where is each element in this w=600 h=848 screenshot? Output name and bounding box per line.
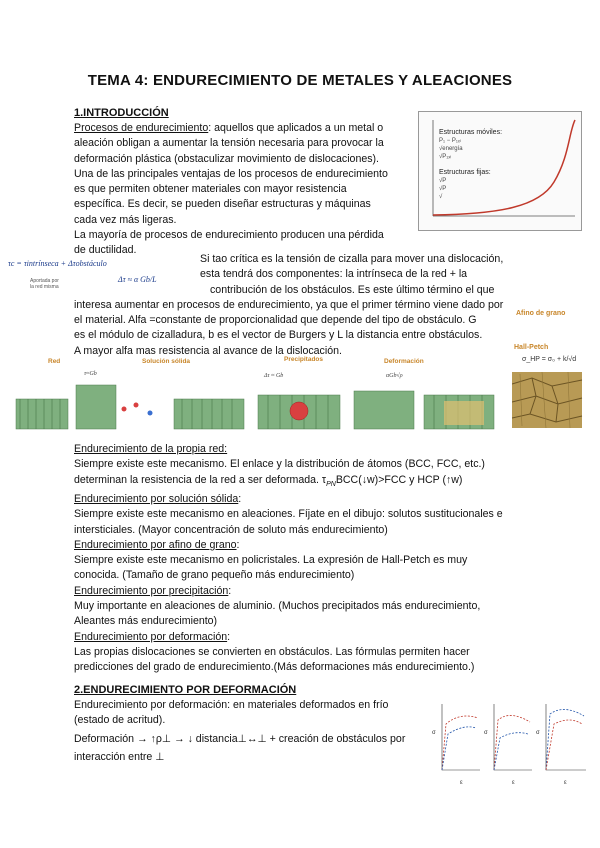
- strip-label-red: Red: [48, 358, 61, 365]
- svg-text:ε: ε: [460, 780, 463, 786]
- text-line: La mayoría de procesos de endurecimiento producen una pérdida: [74, 229, 384, 242]
- svg-text:√energía: √energía: [439, 146, 463, 152]
- text-line: Muy importante en aleaciones de aluminio. (Muchos precipitados más endurecimiento,: [74, 600, 481, 613]
- mech-solucion-heading: Endurecimiento por solución sólida: [74, 493, 239, 505]
- text-line: predicciones del grado de endurecimiento.(Más deformaciones más endurecimiento.): [74, 661, 475, 674]
- text-line: (estado de acritud).: [74, 714, 166, 727]
- text-line: : aquellos que aplicados a un metal o: [208, 122, 384, 134]
- svg-text:τ≈Gb: τ≈Gb: [84, 371, 97, 377]
- hall-petch-label: Hall-Petch: [514, 344, 549, 351]
- text-line: determinan la resistencia de la red a ser deformada. τ: [74, 473, 327, 486]
- section-heading-intro: 1.INTRODUCCIÓN: [74, 107, 169, 119]
- stress-strain-graphs: [430, 694, 590, 794]
- structures-figure: [418, 111, 582, 231]
- strip-label-solucion: Solución sólida: [142, 358, 191, 365]
- text-line: esta tendrá dos componentes: la intrínseca de la red + la: [200, 268, 468, 281]
- svg-text:√P: √P: [439, 186, 447, 192]
- page-title: TEMA 4: ENDURECIMIENTO DE METALES Y ALEACIONES: [87, 72, 513, 89]
- svg-text:σ: σ: [536, 730, 540, 736]
- svg-text:la red misma: la red misma: [30, 284, 59, 290]
- strip-label-precipitados: Precipitados: [284, 356, 324, 363]
- text-line: es el módulo de cizalladura, b es el vector de Burgers y L la distancia entre obstáculos.: [74, 329, 483, 342]
- deformation-paragraph: [74, 698, 424, 765]
- mechanisms-strip-svg: [14, 355, 508, 435]
- text-line: Aleantes más endurecimiento): [74, 615, 218, 628]
- svg-text:√P: √P: [439, 178, 447, 184]
- text-line: de ductilidad.: [74, 244, 137, 257]
- text-line: cada vez más ligeras.: [74, 213, 177, 226]
- svg-text:ε: ε: [512, 780, 515, 786]
- mech-deformacion-heading: Endurecimiento por deformación: [74, 630, 228, 643]
- text-line: específica. Es decir, se pueden diseñar estructuras y máquinas: [74, 198, 371, 211]
- svg-text:P₁ − P₁ₓₗ: P₁ − P₁ₓₗ: [439, 138, 461, 144]
- mechanisms-figure-strip: [14, 355, 508, 435]
- grain-microstructure: [512, 372, 592, 432]
- intro-paragraph: [74, 121, 404, 259]
- svg-text:√P₁ₓₗ: √P₁ₓₗ: [439, 154, 452, 160]
- text-line: Siempre existe este mecanismo en policristales. La expresión de Hall-Petch es muy: [74, 554, 468, 567]
- text-line: es que permiten obtener materiales con mayor resistencia: [74, 183, 347, 196]
- colon: :: [227, 630, 231, 643]
- colon: :: [228, 584, 232, 597]
- text-line: Deformación → ↑ρ⊥ → ↓ distancia⊥↔⊥ + creación de obstáculos por: [74, 732, 406, 745]
- svg-text:Aportada por: Aportada por: [30, 278, 59, 284]
- text-line: el material. Alfa =constante de proporcionalidad que depende del tipo de obstáculo. G: [74, 314, 477, 327]
- term-procesos: Procesos de endurecimiento: [74, 122, 209, 134]
- svg-text:Δτ ≈ Gb: Δτ ≈ Gb: [264, 373, 284, 379]
- formula-text: τc = τintrínseca + Δτobstáculo: [8, 259, 107, 268]
- mech-precipitacion-heading: Endurecimiento por precipitación: [74, 584, 229, 597]
- subscript-pn: PN: [326, 480, 336, 488]
- strip-label-deformacion: Deformación: [384, 358, 424, 365]
- text-line: interesa aumentar en procesos de endurecimiento, ya que el primer término viene dado por: [74, 298, 504, 311]
- text-line: conocida. (Tamaño de grano pequeño más endurecimiento): [74, 569, 355, 582]
- svg-text:Δτ ≈ α Gb/L: Δτ ≈ α Gb/L: [118, 275, 157, 284]
- stress-strain-svg: [430, 694, 590, 794]
- grain-label: Afino de grano: [516, 310, 566, 317]
- colon: :: [236, 538, 240, 551]
- structures-graph: [419, 112, 581, 230]
- text-line: Siempre existe este mecanismo en aleaciones. Fíjate en el dibujo: solutos sustitucionales e: [74, 508, 503, 521]
- hall-petch-formula: σ_HP = σ₀ + k/√d: [522, 356, 577, 363]
- text-line: Las propias dislocaciones se convierten en obstáculos. Las fórmulas permiten hacer: [74, 645, 470, 658]
- svg-text:ε: ε: [564, 780, 567, 786]
- mech-red-heading: Endurecimiento de la propia red:: [74, 443, 228, 455]
- mechanisms-block: [74, 442, 534, 676]
- box-fixed: Estructuras fijas:: [439, 169, 491, 176]
- svg-text:√: √: [439, 194, 443, 200]
- text-line: deformación plástica (obstaculizar movimiento de dislocaciones).: [74, 152, 380, 165]
- section-heading-deformacion: 2.ENDURECIMIENTO POR DEFORMACIÓN: [74, 684, 297, 696]
- grain-figure: [510, 310, 590, 428]
- text-line: intersticiales. (Mayor concentración de soluto más endurecimiento): [74, 523, 388, 536]
- svg-text:σ: σ: [484, 730, 488, 736]
- text-line: interacción entre ⊥: [74, 750, 165, 763]
- box-title: Estructuras móviles:: [439, 129, 503, 136]
- svg-text:σ: σ: [432, 730, 436, 736]
- text-line: Siempre existe este mecanismo. El enlace y la distribución de átomos (BCC, FCC, etc.): [74, 458, 485, 471]
- colon: :: [238, 493, 242, 505]
- text-line: aleación obligan a aumentar la tensión necesaria para provocar la: [74, 137, 384, 150]
- tau-paragraph: [74, 252, 524, 359]
- text-line: contribución de los obstáculos. Es este último término el que: [210, 283, 495, 296]
- text-line: A mayor alfa mas resistencia al avance de la dislocación.: [74, 344, 342, 357]
- mech-grano-heading: Endurecimiento por afino de grano: [74, 538, 237, 551]
- text-line: Endurecimiento por deformación: en materiales deformados en frío: [74, 699, 389, 711]
- text-line: BCC(↓w)>FCC y HCP (↑w): [335, 473, 463, 486]
- text-line: Una de las principales ventajas de los procesos de endurecimiento: [74, 167, 388, 180]
- svg-text:αGb√ρ: αGb√ρ: [386, 373, 403, 379]
- text-line: Si tao crítica es la tensión de cizalla para mover una dislocación,: [200, 253, 504, 265]
